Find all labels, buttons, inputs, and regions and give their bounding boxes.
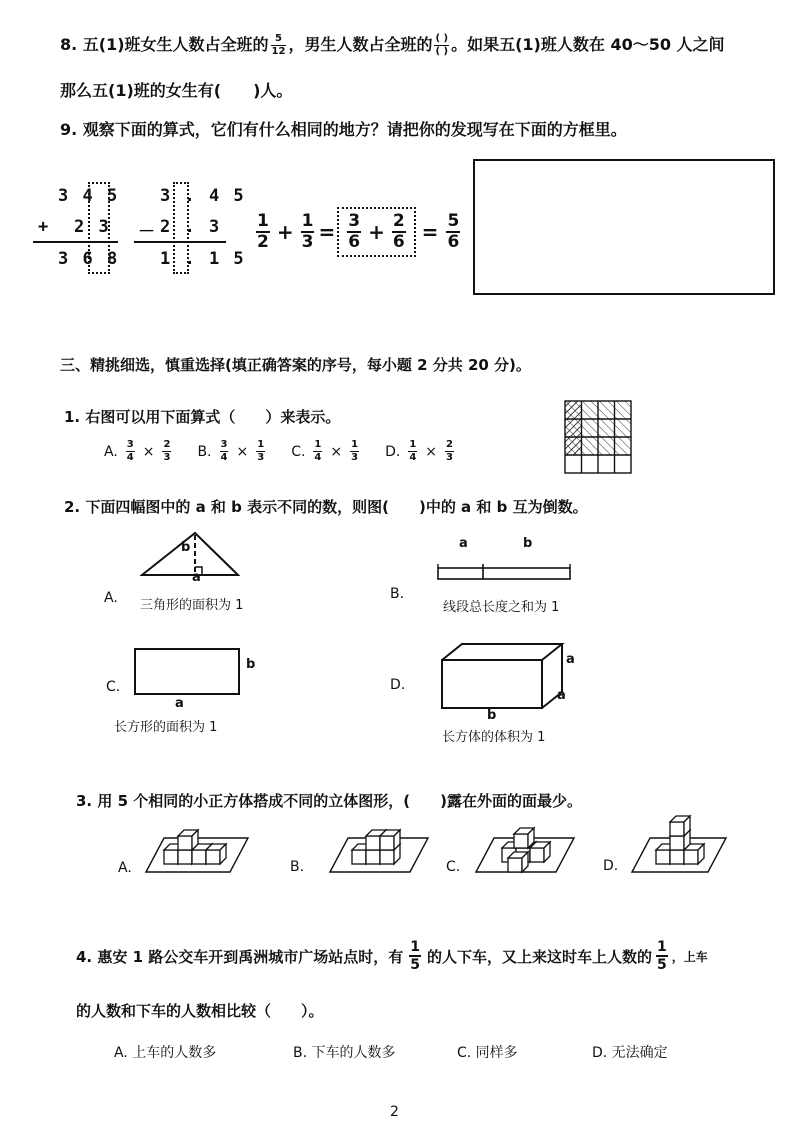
mc4-prefix: 4. 惠安 1 路公交车开到禹洲城市广场站点时，有 xyxy=(76,947,404,966)
section-3-heading: 三、精挑细选，慎重选择(填正确答案的序号，每小题 2 分共 20 分)。 xyxy=(60,356,531,374)
mc2-b-label-b: b xyxy=(523,536,533,551)
mc4-suffix: ，上车 xyxy=(671,949,708,964)
question-8 xyxy=(60,32,725,57)
mc1-option-c[interactable]: C. $\frac{1}{4}$ × $\frac{1}{3}$ xyxy=(291,439,359,463)
mc3-figure-a xyxy=(146,830,248,872)
mc2-c-caption: 长方形的面积为 1 xyxy=(114,720,218,735)
mc4-option-d[interactable]: D. 无法确定 xyxy=(592,1045,668,1061)
mc3-figure-c xyxy=(476,828,574,872)
mc2-d-label-b: b xyxy=(487,708,497,723)
mc3-figure-d xyxy=(632,816,726,872)
fraction-dotted-box xyxy=(337,207,415,257)
q8-suffix: 。如果五(1)班人数在 40～50 人之间 xyxy=(451,35,725,54)
subtraction-subtrahend: 2 . 3 xyxy=(160,217,222,237)
mc1-option-d[interactable]: D. $\frac{1}{4}$ × $\frac{2}{3}$ xyxy=(385,439,453,463)
q8-blank-fraction: $\frac{( )}{( )}$ xyxy=(435,33,449,57)
mc2-a-label-b: b xyxy=(181,540,191,555)
mc3-option-b[interactable]: B. xyxy=(290,859,305,875)
subtraction-dotted-box xyxy=(173,182,189,274)
mc1-grid-figure xyxy=(564,400,632,474)
mc2-d-label-a-top: a xyxy=(566,652,575,667)
question-9: 9. 观察下面的算式，它们有什么相同的地方？请把你的发现写在下面的方框里。 xyxy=(60,120,627,139)
mc2-figure-b-segment xyxy=(436,562,572,584)
mc2-stem: 2. 下面四幅图中的 a 和 b 表示不同的数，则图( )中的 a 和 b 互为倒数。 xyxy=(64,498,588,516)
mc1-option-b[interactable]: B. $\frac{3}{4}$ × $\frac{1}{3}$ xyxy=(197,439,265,463)
mc1-option-a[interactable]: A. $\frac{3}{4}$ × $\frac{2}{3}$ xyxy=(104,439,171,463)
mc4-option-b[interactable]: B. 下车的人数多 xyxy=(293,1045,396,1061)
mc2-c-label-a: a xyxy=(175,696,184,711)
mc2-a-caption: 三角形的面积为 1 xyxy=(140,598,244,613)
addition-result: 3 6 8 xyxy=(58,249,120,269)
mc2-d-caption: 长方体的体积为 1 xyxy=(442,730,546,745)
q8-mid: ，男生人数占全班的 xyxy=(288,35,433,54)
mc3-option-c[interactable]: C. xyxy=(446,859,461,875)
q8-prefix: 8. 五(1)班女生人数占全班的 xyxy=(60,35,269,54)
fraction-five-sixths: $\frac{5}{6}$ xyxy=(447,211,460,252)
mc2-d-label-a-side: a xyxy=(557,688,566,703)
mc2-b-caption: 线段总长度之和为 1 xyxy=(443,600,560,615)
mc1-options xyxy=(104,440,456,463)
mc4-fraction-1: $\frac{1}{5}$ xyxy=(410,939,420,973)
answer-box[interactable] xyxy=(473,159,775,295)
subtraction-top: 3 . 4 5 xyxy=(160,186,246,206)
mc4-stem xyxy=(76,940,708,972)
mc4-option-c[interactable]: C. 同样多 xyxy=(457,1045,518,1061)
q8-fraction: $\frac{5}{12}$ xyxy=(271,33,286,57)
fraction-equation xyxy=(254,207,462,257)
mc2-option-a[interactable]: A. xyxy=(104,590,118,606)
mc1-stem: 1. 右图可以用下面算式（ ）来表示。 xyxy=(64,408,341,426)
mc2-figure-c-rectangle xyxy=(133,647,243,697)
mc4-mid: 的人下车，又上来这时车上人数的 xyxy=(427,947,653,966)
page-number: 2 xyxy=(390,1104,399,1120)
subtraction-operator: － xyxy=(138,222,157,242)
mc2-b-label-a: a xyxy=(459,536,468,551)
fraction-three-sixths: $\frac{3}{6}$ xyxy=(348,211,361,252)
mc2-figure-d-cuboid xyxy=(440,642,566,710)
mc4-fraction-2: $\frac{1}{5}$ xyxy=(657,939,667,973)
fraction-one-third: $\frac{1}{3}$ xyxy=(301,211,314,252)
mc2-a-label-a: a xyxy=(192,570,201,585)
mc2-option-b[interactable]: B. xyxy=(390,586,405,602)
mc4-line2: 的人数和下车的人数相比较（ ）。 xyxy=(76,1002,324,1020)
mc3-stem: 3. 用 5 个相同的小正方体搭成不同的立体图形，( )露在外面的面最少。 xyxy=(76,792,582,810)
fraction-two-sixths: $\frac{2}{6}$ xyxy=(392,211,405,252)
subtraction-result: 1 . 1 5 xyxy=(160,249,246,269)
fraction-one-half: $\frac{1}{2}$ xyxy=(257,211,269,252)
addition-top: 3 4 5 xyxy=(58,186,120,206)
plus-sign-2: + xyxy=(368,220,385,244)
addition-addend: 2 3 xyxy=(74,217,111,237)
mc3-option-a[interactable]: A. xyxy=(118,860,132,876)
mc2-figure-a-triangle xyxy=(140,527,240,583)
mc3-figure-b xyxy=(330,830,428,872)
mc3-option-d[interactable]: D. xyxy=(603,858,619,874)
q8-line2: 那么五(1)班的女生有( )人。 xyxy=(60,81,293,100)
mc2-c-label-b: b xyxy=(246,657,256,672)
mc3-cube-figures xyxy=(110,810,750,882)
addition-operator: + xyxy=(38,217,51,237)
addition-dotted-box xyxy=(88,182,110,274)
mc4-option-a[interactable]: A. 上车的人数多 xyxy=(114,1045,217,1061)
plus-sign: + xyxy=(276,220,294,244)
mc2-option-d[interactable]: D. xyxy=(390,677,406,693)
mc2-option-c[interactable]: C. xyxy=(106,679,121,695)
equals-sign: = xyxy=(318,220,336,244)
equals-sign-2: = xyxy=(421,220,439,244)
grid-hatch-column xyxy=(565,401,582,455)
